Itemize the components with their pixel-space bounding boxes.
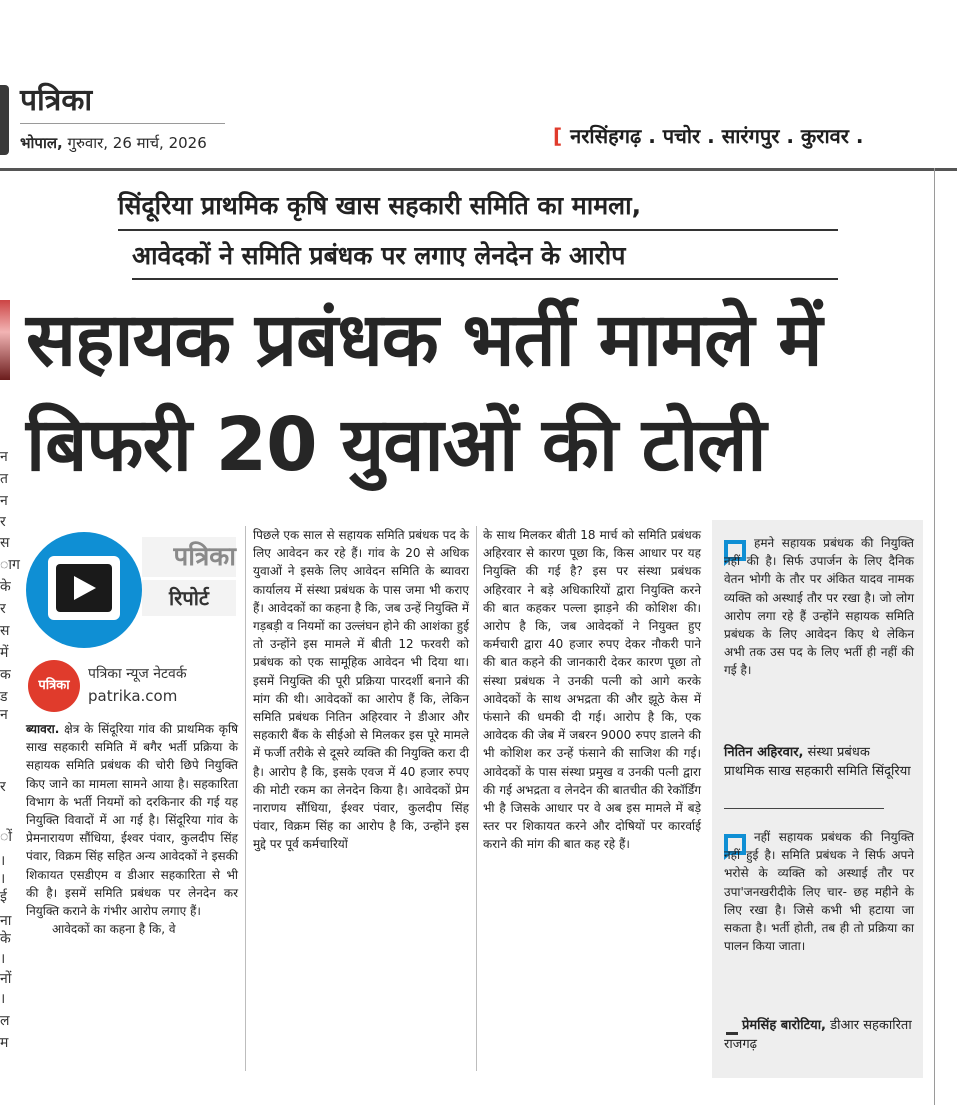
headline-line-2: बिफरी 20 युवाओं की टोली xyxy=(26,402,766,488)
story-column-2 xyxy=(253,526,469,854)
story-column-3 xyxy=(483,526,701,854)
adjacent-text-fragment: के xyxy=(0,931,11,947)
adjacent-text-fragment: । xyxy=(0,991,6,1007)
network-site: patrika.com xyxy=(88,687,178,705)
headline-line-1: सहायक प्रबंधक भर्ती मामले में xyxy=(26,297,822,383)
adjacent-text-fragment: नों xyxy=(0,971,12,987)
edition-bar xyxy=(553,122,864,150)
story-col3-text: के साथ मिलकर बीती 18 मार्च को समिति प्रबंधक अहिरवार से कारण पूछा कि, किस आधार पर यह नियुक्ति की गई है? इस पर संस्था प्रबंधक अहिरवार ने बड़े अधिकारियों द्वारा नियुक्ति करने की बात कहकर पल्ला झाड़ने की कोशिश की। आरोप है कि, जब आवेदकों ने नियुक्त हुए कर्मचारी द्वारा 40 हजार रुपए देकर नौकरी पाने की बात कहने की जानकारी देकर कारण पूछा तो संस्था प्रबंधक ने उनकी पत्नी को आगे करके आवेदकों के साथ अभद्रता की और झूठे केस में फंसाने की धमकी दी गई। आरोप है कि, एक आवेदक की जेब में जबरन 9000 रुपए डालने की भी कोशिश कर उन्हें फंसाने की साजिश की गई। आवेदकों के पास संस्था प्रमुख व उनकी पत्नी द्वारा की गई अभद्रता व लेनदेन की बातचीत की रेकॉर्डिंग भी है जिसके आधार पर वे अब इस मामले में बड़े स्तर पर शिकायत करने और दोषियों पर कारर्वाई कराने की मांग की बात कह रहे हैं। xyxy=(483,528,701,852)
masthead-divider xyxy=(20,123,225,124)
edition-bracket: [ xyxy=(553,124,563,148)
story-col2-text: पिछले एक साल से सहायक समिति प्रबंधक पद के लिए आवेदन कर रहे हैं। गांव के 20 से अधिक युवाओं ने इसके लिए आवेदन समिति के ब्यावरा कार्यालय में संस्था प्रबंधक के पास जमा भी कराए हैं। आवेदकों का कहना है कि, जब उन्हें नियुक्ति में गड़बड़ी व नियमों का उल्लंघन होने की आशंका हुई तो उन्होंने इस मामले में बीती 12 फरवरी को प्रबंधक को एक सामूहिक आवेदन भी दिया था। इसमें नियुक्ति की पूरी प्रक्रिया पारदर्शी बनाने की मांग की थी। आवेदकों का आरोप हैं कि, लेकिन समिति प्रबंधक नितिन अहिरवार ने डीआर और सहकारी बैंक के सीईओ से मिलकर इस पूरे मामले में फर्जी तरीके से दूसरे व्यक्ति की नियुक्ति करा दी है। आरोप है कि, इसके एवज में 40 हजार रुपए की मोटी रकम का लेनदेन किया है। आवेदकों प्रेम नाराणय सौंधिया, ईश्वर पंवार, कुलदीप सिंह पंवार, विक्रम सिंह का आरोप है कि, उन्होंने इस मुद्दे पर पूर्व कर्मचारियों xyxy=(253,528,469,852)
kicker-line-2: आवेदकों ने समिति प्रबंधक पर लगाए लेनदेन के आरोप xyxy=(132,241,626,270)
story-lead-place: ब्यावरा. xyxy=(26,722,60,736)
adjacent-text-fragment: ाग xyxy=(0,557,20,573)
dateline xyxy=(20,133,207,153)
adjacent-text-fragment: र xyxy=(0,514,6,530)
quote-1-name: नितिन अहिरवार, xyxy=(724,745,804,760)
column-divider xyxy=(245,526,246,1071)
adjacent-text-fragment: । xyxy=(0,853,6,869)
network-name: पत्रिका न्यूज नेटवर्क xyxy=(88,666,187,682)
page-right-rule xyxy=(934,168,935,1105)
adjacent-text-fragment: र xyxy=(0,779,6,795)
badge-logo: पत्रिका xyxy=(142,537,236,577)
quote-2-name: प्रेमसिंह बारोटिया, xyxy=(742,1018,826,1033)
adjacent-page-edge xyxy=(0,85,9,155)
quote-2-text: नहीं सहायक प्रबंधक की नियुक्ति नहीं हुई है। समिति प्रबंधक ने सिर्फ अपने भरोसे के व्यक्ति को अस्थाई तौर पर उपा'जनखरीदीके लिए चार- छह महीने के लिए रखा है। जिसे कभी भी हटाया जा सकता है। भर्ती होती, तब ही तो प्रक्रिया का पालन किया जाता। xyxy=(724,830,914,954)
quote-2-attribution xyxy=(724,1016,914,1054)
adjacent-text-fragment: न xyxy=(0,449,8,465)
play-icon xyxy=(74,576,96,600)
quote-2-designation: डीआर सहकारिता राजगढ़ xyxy=(724,1018,912,1052)
adjacent-text-fragment: स xyxy=(0,535,10,551)
adjacent-text-fragment: क xyxy=(0,667,11,683)
story-col1-tail: आवेदकों का कहना है कि, वे xyxy=(52,922,176,937)
adjacent-text-fragment: र xyxy=(0,601,6,617)
adjacent-text-fragment: ड xyxy=(0,689,8,705)
quote-1-rule xyxy=(724,808,884,809)
page-top-rule xyxy=(0,168,957,171)
kicker-underline-1 xyxy=(118,229,838,231)
adjacent-text-fragment: म xyxy=(0,1035,9,1051)
adjacent-text-fragment: ल xyxy=(0,1013,10,1029)
quote-1-designation: संस्था प्रबंधक प्राथमिक साख सहकारी समिति सिंदूरिया xyxy=(724,745,911,779)
kicker-line-1: सिंदूरिया प्राथमिक कृषि खास सहकारी समिति का मामला, xyxy=(118,191,642,220)
adjacent-photo-fragment xyxy=(0,300,10,380)
kicker-underline-2 xyxy=(132,278,838,280)
story-column-1 xyxy=(26,720,238,938)
newspaper-logo: पत्रिका xyxy=(20,83,93,118)
column-divider xyxy=(476,526,477,1071)
adjacent-text-fragment: स xyxy=(0,623,10,639)
adjacent-text-fragment: ना xyxy=(0,913,12,929)
network-logo: पत्रिका xyxy=(28,660,80,712)
dateline-date: गुरुवार, 26 मार्च, 2026 xyxy=(67,134,207,152)
dateline-city: भोपाल, xyxy=(20,134,63,152)
adjacent-text-fragment: ई xyxy=(0,889,7,905)
adjacent-text-fragment: ों xyxy=(0,829,12,845)
adjacent-text-fragment: के xyxy=(0,579,11,595)
adjacent-text-fragment: न xyxy=(0,493,8,509)
adjacent-text-fragment: में xyxy=(0,645,9,661)
adjacent-text-fragment: । xyxy=(0,871,6,887)
adjacent-text-fragment: न xyxy=(0,707,8,723)
quote-1-text: हमने सहायक प्रबंधक की नियुक्ति नहीं की है। सिर्फ उपार्जन के लिए दैनिक वेतन भोगी के तौर पर अंकित यादव नामक व्यक्ति को अस्थाई तौर पर रखा है। जो लोग आरोप लगा रहे हैं उन्होंने सहायक समिति प्रबंधक के लिए आवेदन किए थे लेकिन अभी तक उस पद के लिए भर्ती ही नहीं की गई है। xyxy=(724,536,914,678)
adjacent-text-fragment: । xyxy=(0,951,6,967)
adjacent-text-fragment: त xyxy=(0,471,8,487)
edition-towns: नरसिंहगढ़ . पचोर . सारंगपुर . कुरावर . xyxy=(570,124,864,148)
quote-1-attribution xyxy=(724,743,914,781)
story-col1-text: क्षेत्र के सिंदूरिया गांव की प्राथमिक कृषि साख सहकारी समिति में बगैर भर्ती प्रक्रिया के सहायक समिति प्रबंधक की चोरी छिपे नियुक्ति किए जाने का मामला सामने आया है। सहकारिता विभाग के भर्ती नियमों को दरकिनार की गई यह नियुक्ति विवादों में आ गई है। सिंदूरिया गांव के प्रेमनारायण सौंधिया, ईश्वर पंवार, कुलदीप सिंह पंवार, विक्रम सिंह सहित अन्य आवेदकों ने इसकी शिकायत एसडीएम व डीआर सहकारिता से भी की है। इसमें समिति प्रबंधक पर लेनदेन कर नियुक्ति कराने के गंभीर आरोप लगाए हैं। xyxy=(26,722,238,919)
badge-label: रिपोर्ट xyxy=(142,580,236,616)
